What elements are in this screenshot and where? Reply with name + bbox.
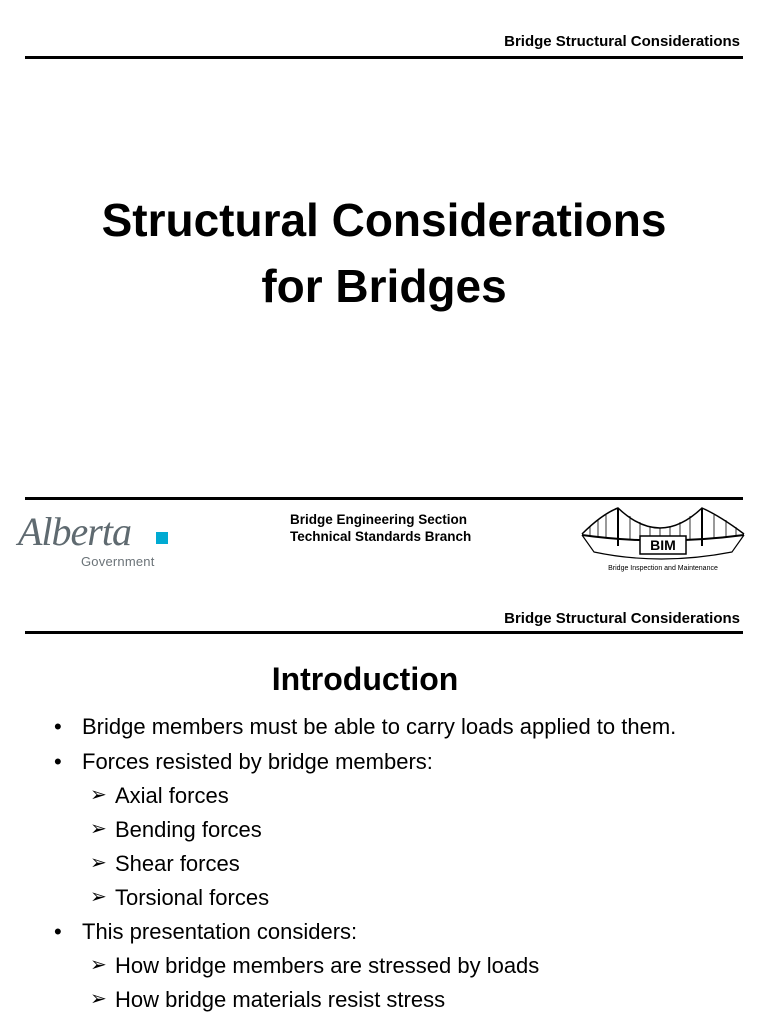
bullet-icon: • [54,714,62,739]
bim-logo-icon [580,504,746,574]
list-item-text: Forces resisted by bridge members: [82,749,433,774]
slide1-title-line1: Structural Considerations [101,194,667,246]
slide2-header-rule [25,631,743,634]
slide1-title-line2: for Bridges [261,260,507,312]
list-item-text: Torsional forces [115,885,270,910]
slide1-header-title: Bridge Structural Considerations [504,33,740,50]
slide2-header-title: Bridge Structural Considerations [504,610,740,627]
alberta-logo-square [156,532,168,544]
arrow-bullet-icon: ➢ [90,852,107,874]
list-item-text: Shear forces [115,851,240,876]
alberta-logo-word: Alberta [18,509,131,554]
list-item-text: This presentation considers: [82,919,358,944]
list-item-text: Bending forces [115,817,262,842]
arrow-bullet-icon: ➢ [90,954,107,976]
slide1-header-rule [25,56,743,59]
arrow-bullet-icon: ➢ [90,988,107,1010]
alberta-logo-government: Government [81,554,155,569]
bim-logo-caption: Bridge Inspection and Maintenance [608,565,718,572]
slide1-footer-rule [25,497,743,500]
list-item-text: How bridge members are stressed by loads [115,953,540,978]
bullet-icon: • [54,919,62,944]
arrow-bullet-icon: ➢ [90,818,107,840]
bullet-icon: • [54,749,62,774]
list-item-text: Bridge members must be able to carry loads applied to them. [82,714,677,739]
bim-logo-acronym: BIM [650,537,676,553]
slide2-title: Introduction [271,661,459,697]
arrow-bullet-icon: ➢ [90,784,107,806]
footer-section-name: Bridge Engineering Section [290,512,468,527]
list-item-text: How bridge materials resist stress [115,987,446,1012]
arrow-bullet-icon: ➢ [90,886,107,908]
list-item-text: Axial forces [115,783,229,808]
footer-branch-name: Technical Standards Branch [290,529,472,544]
